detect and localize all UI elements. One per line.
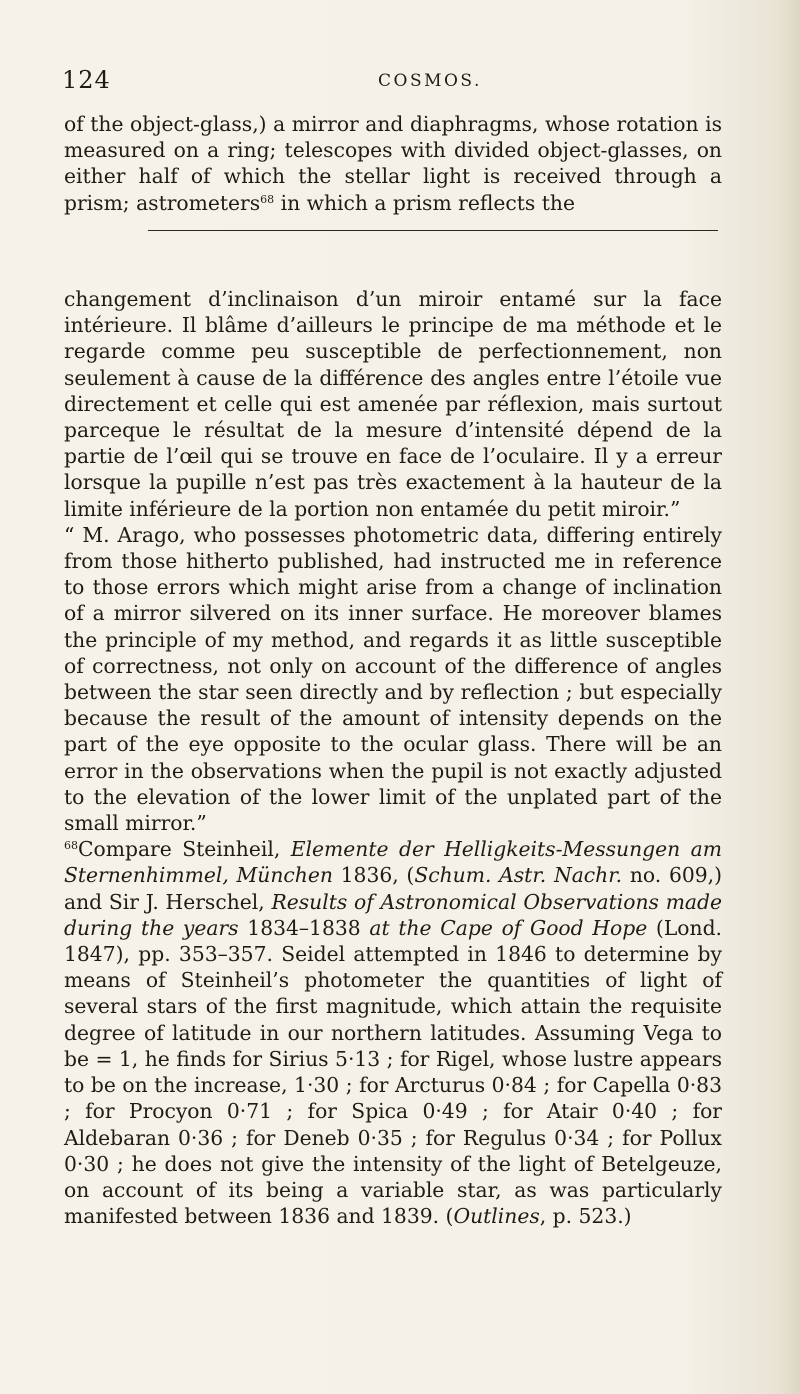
page-number: 124 bbox=[62, 66, 111, 94]
main-text bbox=[64, 111, 722, 216]
footnote-title-italic: Results of Astronomical Observations made during the years bbox=[64, 889, 722, 940]
english-translation: “ M. Arago, who possesses photometric data, differing entirely from those hitherto published, had instructed me in reference to those errors which might arise from a change of inclination of a mirror silvered on its inner surface. He moreover blames the principle of my method, and regards it as little susceptible of correctness, not only on account of the difference of angles between the star seen directly and by reflection ; but especially because the result of the amount of intensity depends on the part of the eye opposite to the ocular glass. There will be an error in the observations when the pupil is not exactly adjusted to the elevation of the lower limit of the unplated part of the small mirror.” bbox=[64, 522, 722, 836]
footnote-text: 1834–1838 bbox=[238, 915, 370, 940]
footnote-divider bbox=[148, 230, 718, 231]
footnote-text: (Lond. 1847), pp. 353–357. Seidel attempted in 1846 to determine by means of Steinheil’s photometer the quantities of light of several stars of the first magnitude, which attain the requisite degree of latitude in our northern latitudes. Assuming Vega to be = 1, he finds for Sirius 5·13 ; for Rigel, whose lustre appears to be on the increase, 1·30 ; for Arcturus 0·84 ; for Capella 0·83 ; for Procyon 0·71 ; for Spica 0·49 ; for Atair 0·40 ; for Aldebaran 0·36 ; for Deneb 0·35 ; for Regulus 0·34 ; for Pollux 0·30 ; he does not give the intensity of the light of Betelgeuze, on account of its being a variable star, as was particularly manifested between 1836 and 1839. ( bbox=[64, 915, 722, 1229]
notes-section bbox=[64, 286, 722, 1229]
main-paragraph bbox=[64, 111, 722, 216]
footnote-text: no. 609,) and Sir J. Herschel, bbox=[64, 863, 723, 914]
footnote-title-italic: Outlines bbox=[453, 1204, 540, 1229]
main-paragraph-text-end: in which a prism reflects the bbox=[274, 190, 575, 215]
footnote-title-italic: Elemente der Helligkeits-Messungen am Sternenhimmel, München bbox=[64, 837, 722, 888]
footnote-68 bbox=[64, 836, 722, 1229]
page-header bbox=[62, 50, 722, 100]
footnote-text: Compare Steinheil, bbox=[78, 837, 291, 862]
footnote-text: , p. 523.) bbox=[539, 1204, 632, 1229]
main-paragraph-text: of the object-glass,) a mirror and diaphragms, whose rotation is measured on a ring; telescopes with divided object-glasses, on either half of which the stellar light is received through a prism; astrometers bbox=[64, 112, 722, 215]
footnote-journal-italic: Schum. Astr. Nachr. bbox=[414, 863, 623, 888]
footnote-title-italic: at the Cape of Good Hope bbox=[369, 915, 648, 940]
french-quotation: changement d’inclinaison d’un miroir entamé sur la face intérieure. Il blâme d’ailleurs le principe de ma méthode et le regarde comme peu susceptible de perfectionnement, non seulement à cause de la différence des angles entre l’étoile vue directement et celle qui est amenée par réflexion, mais surtout parceque le résultat de la mesure d’intensité dépend de la partie de l’œil qui se trouve en face de l’oculaire. Il y a erreur lorsque la pupille n’est pas très exactement à la hauteur de la limite inférieure de la portion non entamée du petit miroir.” bbox=[64, 287, 722, 521]
running-head: COSMOS. bbox=[378, 71, 482, 91]
footnote-reference: 68 bbox=[260, 192, 275, 206]
footnote-text: 1836, ( bbox=[332, 863, 415, 888]
footnote-number: 68 bbox=[64, 839, 78, 853]
